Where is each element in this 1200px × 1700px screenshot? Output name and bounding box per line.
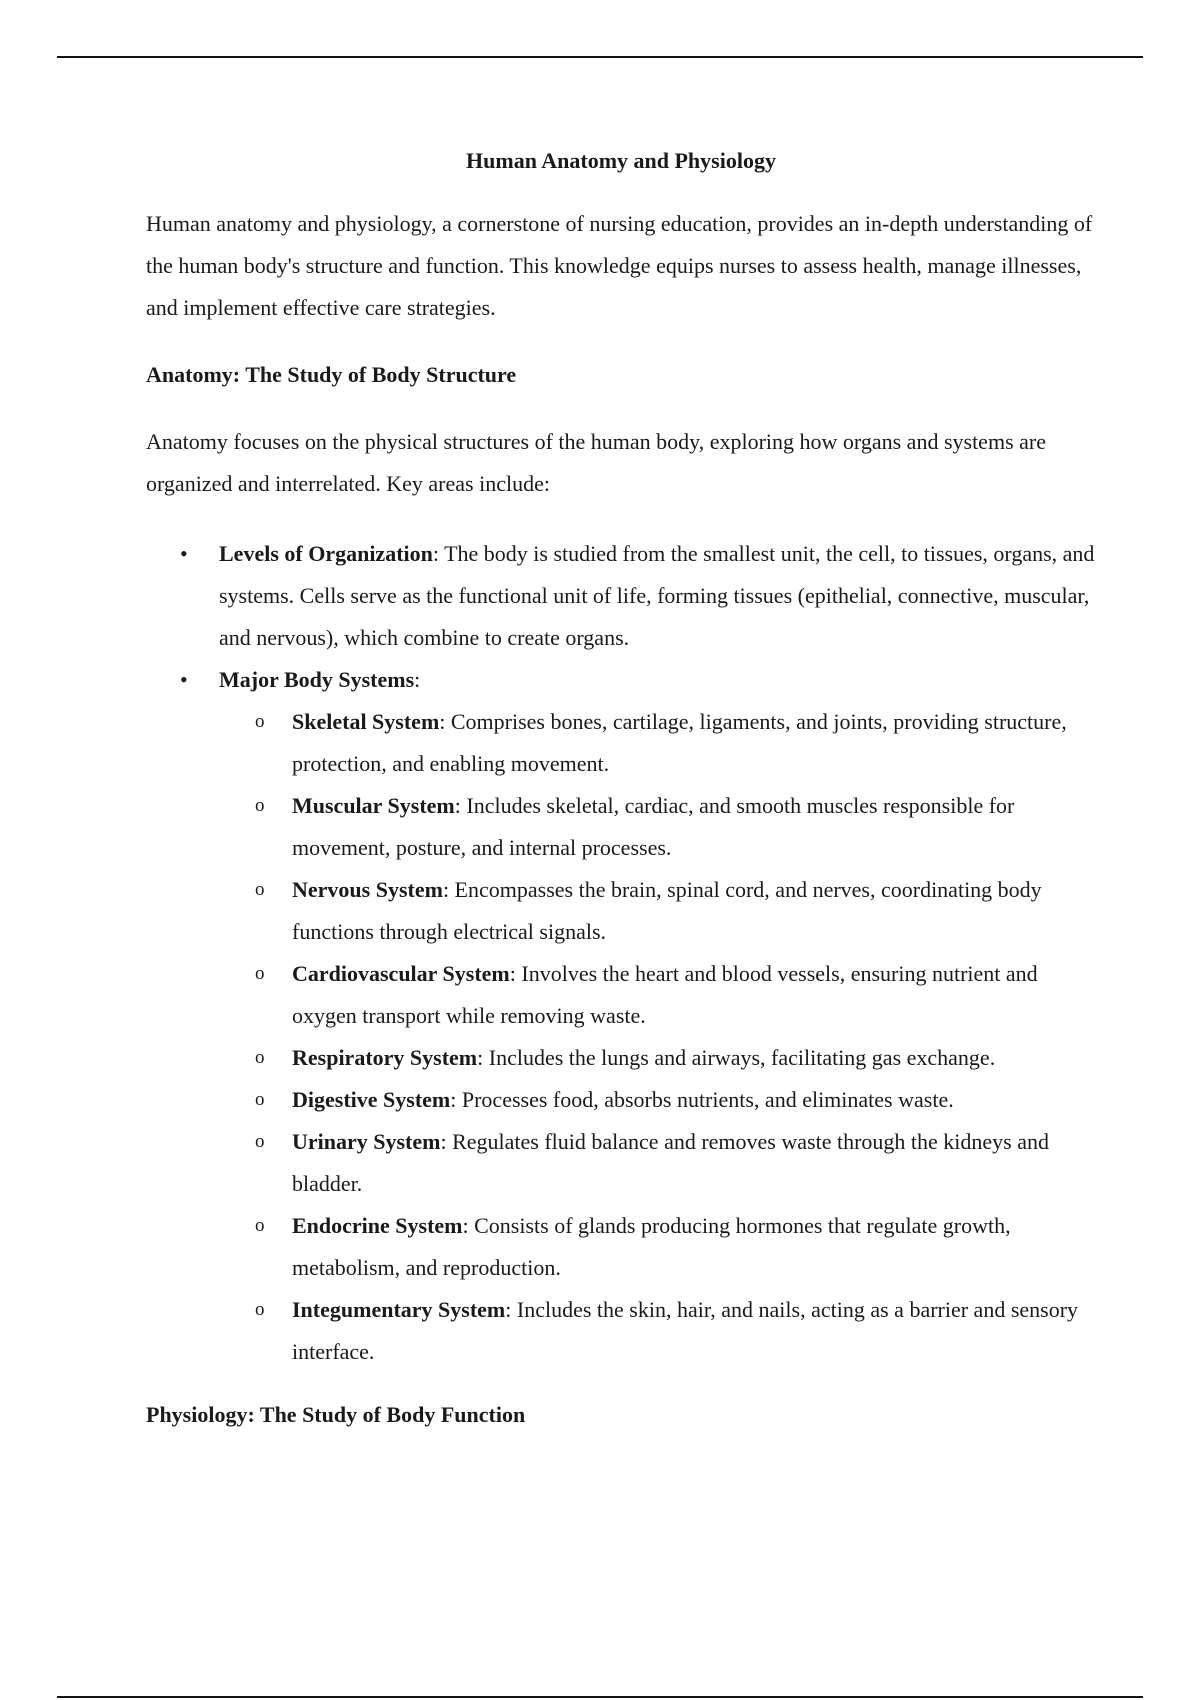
system-text: : Processes food, absorbs nutrients, and eliminates waste.	[450, 1087, 954, 1112]
list-item-levels-of-organization	[146, 533, 1096, 659]
anatomy-heading: Anatomy: The Study of Body Structure	[146, 362, 517, 387]
list-item-respiratory-system	[219, 1037, 1096, 1079]
system-text: : Includes the skin, hair, and nails, acting as a barrier and sensory interface.	[292, 1297, 1079, 1364]
list-item-digestive-system	[219, 1079, 1096, 1121]
system-text: : Consists of glands producing hormones that regulate growth, metabolism, and reproduction.	[292, 1213, 1011, 1280]
sub-bullet-icon: o	[255, 1299, 265, 1320]
system-term: Digestive System	[292, 1087, 451, 1112]
list-item-text: : The body is studied from the smallest unit, the cell, to tissues, organs, and systems. Cells serve as the functional unit of life, forming tissues (epithelial, connective, muscular, and nervous), which combine to create organs.	[219, 541, 1095, 650]
system-term: Cardiovascular System	[292, 961, 510, 986]
list-item-cardiovascular-system	[219, 953, 1096, 1037]
anatomy-intro-paragraph: Anatomy focuses on the physical structures of the human body, exploring how organs and systems are organized and interrelated. Key areas include:	[146, 429, 1046, 496]
system-term: Nervous System	[292, 877, 443, 902]
body-systems-list	[219, 701, 1096, 1373]
list-item-muscular-system	[219, 785, 1096, 869]
list-item-endocrine-system	[219, 1205, 1096, 1289]
sub-bullet-icon: o	[255, 1131, 265, 1152]
system-text: : Encompasses the brain, spinal cord, and nerves, coordinating body functions through electrical signals.	[292, 877, 1042, 944]
system-term: Muscular System	[292, 793, 455, 818]
sub-bullet-icon: o	[255, 1047, 265, 1068]
sub-bullet-icon: o	[255, 1215, 265, 1236]
list-item-integumentary-system	[219, 1289, 1096, 1373]
bullet-icon: •	[180, 667, 188, 692]
page-title: Human Anatomy and Physiology	[466, 148, 776, 173]
anatomy-key-areas-list	[146, 533, 1096, 1373]
system-text: : Includes the lungs and airways, facilitating gas exchange.	[477, 1045, 996, 1070]
sub-bullet-icon: o	[255, 795, 265, 816]
bullet-icon: •	[180, 541, 188, 566]
physiology-heading: Physiology: The Study of Body Function	[146, 1402, 526, 1427]
list-item-term: Major Body Systems	[219, 667, 415, 692]
sub-bullet-icon: o	[255, 963, 265, 984]
top-rule	[57, 56, 1143, 58]
list-item-nervous-system	[219, 869, 1096, 953]
system-term: Respiratory System	[292, 1045, 478, 1070]
bottom-rule	[57, 1696, 1143, 1698]
sub-bullet-icon: o	[255, 879, 265, 900]
list-item-term: Levels of Organization	[219, 541, 433, 566]
list-item-text: :	[414, 667, 421, 692]
list-item-major-body-systems	[146, 659, 1096, 1373]
list-item-skeletal-system	[219, 701, 1096, 785]
system-text: : Regulates fluid balance and removes waste through the kidneys and bladder.	[292, 1129, 1049, 1196]
system-text: : Includes skeletal, cardiac, and smooth muscles responsible for movement, posture, and internal processes.	[292, 793, 1015, 860]
system-text: : Involves the heart and blood vessels, ensuring nutrient and oxygen transport while removing waste.	[292, 961, 1038, 1028]
document-body	[146, 143, 1096, 1433]
system-term: Endocrine System	[292, 1213, 463, 1238]
system-term: Skeletal System	[292, 709, 440, 734]
list-item-urinary-system	[219, 1121, 1096, 1205]
system-text: : Comprises bones, cartilage, ligaments, and joints, providing structure, protection, and enabling movement.	[292, 709, 1067, 776]
intro-paragraph: Human anatomy and physiology, a cornerstone of nursing education, provides an in-depth understanding of the human body's structure and function. This knowledge equips nurses to assess health, manage illnesses, and implement effective care strategies.	[146, 211, 1093, 320]
sub-bullet-icon: o	[255, 1089, 265, 1110]
system-term: Urinary System	[292, 1129, 441, 1154]
sub-bullet-icon: o	[255, 711, 265, 732]
system-term: Integumentary System	[292, 1297, 506, 1322]
